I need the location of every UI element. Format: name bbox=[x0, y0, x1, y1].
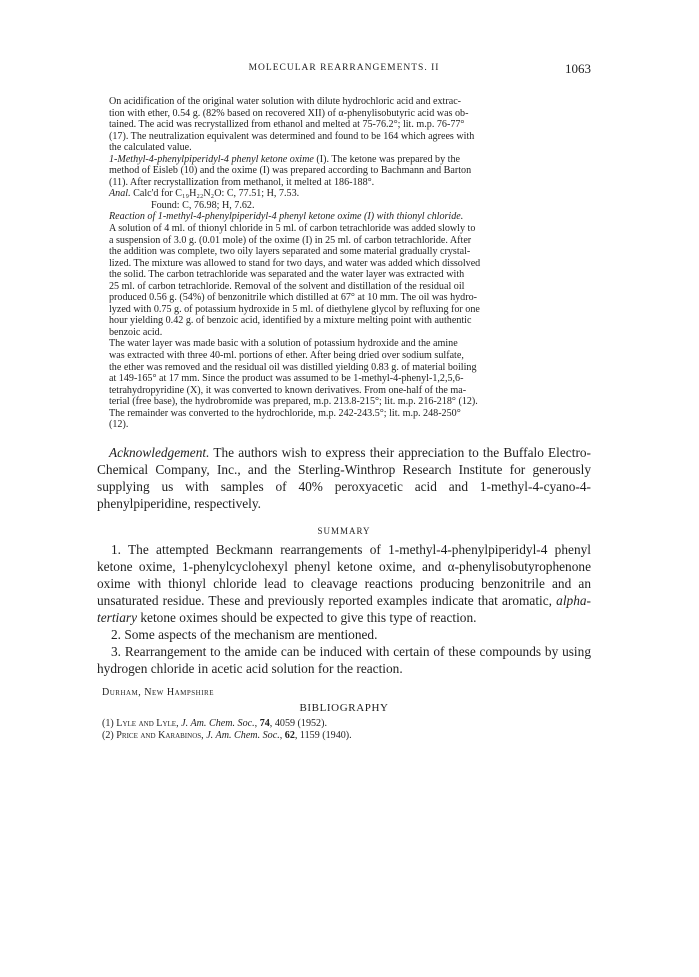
text-line: (11). After recrystallization from methanol, it melted at 186-188°. bbox=[109, 176, 375, 188]
text-line: tained. The acid was recrystallized from ethanol and melted at 75-76.2°; lit. m.p. 76-77° bbox=[109, 119, 465, 131]
text-line: at 149-165° at 17 mm. Since the product was assumed to be 1-methyl-4-phenyl-1,2,5,6- bbox=[109, 373, 464, 385]
water-layer-paragraph bbox=[97, 338, 591, 430]
text-line: produced 0.56 g. (54%) of benzonitrile which distilled at 67° at 10 mm. The oil was hydro- bbox=[109, 292, 477, 304]
summary-item: 2. Some aspects of the mechanism are mentioned. bbox=[111, 627, 378, 643]
ref-volume: 74 bbox=[259, 717, 270, 729]
acidification-paragraph bbox=[97, 96, 591, 154]
text-line: hour yielding 0.42 g. of benzoic acid, identified by a mixture melting point with authentic bbox=[109, 315, 472, 327]
ref-pages: , 4059 (1952). bbox=[269, 717, 327, 729]
acknowledgement-paragraph bbox=[97, 445, 591, 513]
analysis-label: Anal. bbox=[109, 188, 131, 200]
text-line: was extracted with three 40-ml. portions of ether. After being dried over sodium sulfate, bbox=[109, 350, 464, 362]
summary-text: ketone oximes should be expected to give this type of reaction. bbox=[137, 610, 477, 626]
text-line: benzoic acid. bbox=[109, 326, 163, 338]
text-line: (I). The ketone was prepared by the bbox=[313, 153, 460, 165]
text-line: tetrahydropyridine (X), it was converted to known derivatives. From one-half of the ma- bbox=[109, 384, 467, 396]
summary-emphasis: alpha-tertiary bbox=[97, 593, 591, 626]
text-line: lyzed with 0.75 g. of potassium hydroxide in 5 ml. of diethylene glycol by refluxing for one bbox=[109, 303, 480, 315]
text-line: (12). bbox=[109, 419, 129, 431]
reaction-paragraph bbox=[97, 211, 591, 338]
page-header bbox=[97, 61, 591, 79]
text-line: A solution of 4 ml. of thionyl chloride in 5 ml. of carbon tetrachloride was added slowly to bbox=[109, 223, 476, 235]
summary-item: 3. Rearrangement to the amide can be induced with certain of these compounds by using hydrogen chloride in acetic acid solution for the reaction. bbox=[97, 643, 591, 676]
ref-pages: , 1159 (1940). bbox=[294, 730, 352, 742]
bibliography-entry: (2) Price and Karabinos, J. Am. Chem. Soc., 62, 1159 (1940). bbox=[102, 730, 352, 742]
analysis-found-line: Found: C, 76.98; H, 7.62. bbox=[151, 199, 255, 211]
page-number: 1063 bbox=[565, 61, 591, 76]
acknowledgement-label: Acknowledgement. bbox=[109, 444, 210, 460]
text-line: method of Eisleb (10) and the oxime (I) was prepared according to Bachmann and Barton bbox=[109, 165, 472, 177]
ref-authors: Price and Karabinos bbox=[116, 730, 202, 742]
summary-heading: SUMMARY bbox=[317, 526, 371, 537]
ref-journal: J. Am. Chem. Soc. bbox=[206, 730, 280, 742]
text-line: lized. The mixture was allowed to stand for two days, and water was added which dissolved bbox=[109, 257, 481, 269]
bibliography-entry: (1) Lyle and Lyle, J. Am. Chem. Soc., 74, 4059 (1952). bbox=[102, 717, 327, 729]
bibliography-heading: BIBLIOGRAPHY bbox=[299, 701, 389, 714]
summary-list bbox=[97, 542, 591, 677]
text-line: 25 ml. of carbon tetrachloride. Removal of the solvent and distillation of the residual oil bbox=[109, 280, 465, 292]
analysis-calc: Calc'd for C₁₉H₂₂N₂O: C, 77.51; H, 7.53. bbox=[130, 188, 300, 200]
text-column bbox=[97, 96, 591, 743]
ref-journal: J. Am. Chem. Soc. bbox=[181, 717, 255, 729]
oxime-preparation-paragraph bbox=[97, 154, 591, 189]
text-line: The remainder was converted to the hydrochloride, m.p. 242-243.5°; lit. m.p. 248-250° bbox=[109, 407, 461, 419]
text-line: the addition was complete, two oily layers separated and some material gradually crystal- bbox=[109, 246, 471, 258]
text-line: the ether was removed and the residual oil was distilled yielding 0.83 g. of material boiling bbox=[109, 361, 477, 373]
text-line: the calculated value. bbox=[109, 142, 192, 154]
text-line: (17). The neutralization equivalent was determined and found to be 164 which agrees with bbox=[109, 130, 475, 142]
reaction-heading: Reaction of 1-methyl-4-phenylpiperidyl-4 phenyl ketone oxime (I) with thionyl chloride. bbox=[109, 211, 464, 223]
text-line: On acidification of the original water solution with dilute hydrochloric acid and extrac- bbox=[109, 96, 462, 107]
ref-number: (1) bbox=[102, 717, 117, 729]
text-line: The water layer was made basic with a solution of potassium hydroxide and the amine bbox=[109, 338, 458, 350]
author-address: Durham, New Hampshire bbox=[102, 686, 215, 698]
oxime-heading: 1-Methyl-4-phenylpiperidyl-4 phenyl ketone oxime bbox=[109, 153, 314, 165]
text-line: the solid. The carbon tetrachloride was separated and the water layer was extracted with bbox=[109, 269, 465, 281]
ref-volume: 62 bbox=[284, 730, 295, 742]
ref-authors: Lyle and Lyle bbox=[116, 717, 177, 729]
running-title: MOLECULAR REARRANGEMENTS. II bbox=[248, 63, 440, 73]
summary-text: 1. The attempted Beckmann rearrangements of 1-methyl-4-phenylpiperidyl-4 phenyl ketone oxime, 1-phenylcyclohexyl phenyl ketone oxime, and α-phenylisobutyrophenone oxime with thionyl chloride lead to cleavage reactions producing benzonitrile and an unsaturated residue. These and previously reported examples indicate that aromatic, bbox=[97, 542, 591, 609]
ref-number: (2) bbox=[102, 730, 117, 742]
text-line: tion with ether, 0.54 g. (82% based on recovered XII) of α-phenylisobutyric acid was ob- bbox=[109, 107, 469, 119]
summary-item bbox=[97, 542, 591, 627]
text-line: terial (free base), the hydrobromide was prepared, m.p. 213.8-215°; lit. m.p. 216-218° (12). bbox=[109, 396, 478, 408]
acknowledgement-text: The authors wish to express their appreciation to the Buffalo Electro-Chemical Company, Inc., and the Sterling-Winthrop Research Institute for generously supplying us with samples of 40% peroxyacetic acid and 1-methyl-4-cyano-4-phenylpiperidine, respectively. bbox=[97, 444, 591, 511]
text-line: a suspension of 3.0 g. (0.01 mole) of the oxime (I) in 25 ml. of carbon tetrachloride. After bbox=[109, 234, 472, 246]
analysis-calc-line bbox=[97, 188, 591, 200]
